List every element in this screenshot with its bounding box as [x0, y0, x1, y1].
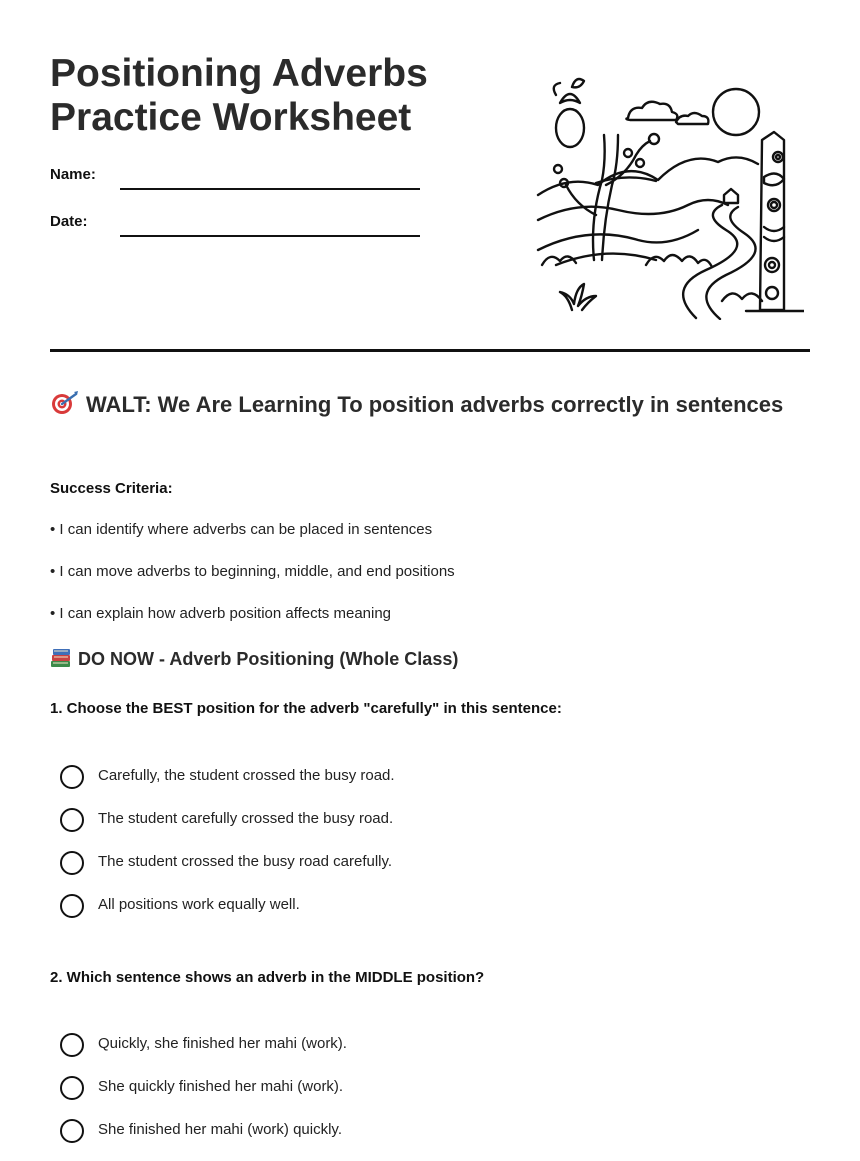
- do-now-heading: [50, 648, 458, 670]
- option-label: All positions work equally well.: [98, 896, 300, 913]
- option-label: Carefully, the student crossed the busy road.: [98, 767, 395, 784]
- radio-button[interactable]: [60, 1076, 84, 1100]
- success-criteria-item: • I can identify where adverbs can be placed in sentences: [50, 521, 433, 538]
- radio-button[interactable]: [60, 808, 84, 832]
- title-line-1: Positioning Adverbs: [50, 52, 428, 95]
- question-2-option[interactable]: [60, 1033, 660, 1059]
- header-divider: [50, 349, 810, 352]
- title-line-2: Practice Worksheet: [50, 96, 412, 139]
- question-1-prompt: 1. Choose the BEST position for the adverb "carefully" in this sentence:: [50, 700, 562, 717]
- option-label: The student carefully crossed the busy road.: [98, 810, 394, 827]
- option-label: Quickly, she finished her mahi (work).: [98, 1035, 347, 1052]
- worksheet-page: [50, 0, 810, 1138]
- name-input-line[interactable]: [120, 188, 420, 190]
- question-1-option[interactable]: [60, 808, 660, 834]
- date-input-line[interactable]: [120, 235, 420, 237]
- worksheet-header: [50, 0, 810, 352]
- date-field[interactable]: [50, 209, 420, 239]
- question-1-option[interactable]: [60, 765, 660, 791]
- success-criteria-heading: Success Criteria:: [50, 480, 173, 497]
- option-label: She finished her mahi (work) quickly.: [98, 1121, 342, 1138]
- walt-heading: [50, 386, 810, 424]
- landscape-illustration-icon: [536, 65, 804, 320]
- success-criteria-item: • I can move adverbs to beginning, middle, and end positions: [50, 563, 455, 580]
- walt-text: WALT: We Are Learning To position adverbs correctly in sentences: [86, 392, 784, 417]
- books-icon: [50, 648, 72, 668]
- option-label: She quickly finished her mahi (work).: [98, 1078, 344, 1095]
- question-2-prompt: 2. Which sentence shows an adverb in the MIDDLE position?: [50, 969, 485, 986]
- radio-button[interactable]: [60, 1119, 84, 1143]
- success-criteria-item: • I can explain how adverb position affects meaning: [50, 605, 392, 622]
- question-1-option[interactable]: [60, 851, 660, 877]
- question-1-option[interactable]: [60, 894, 660, 920]
- radio-button[interactable]: [60, 851, 84, 875]
- target-icon: [50, 391, 80, 415]
- radio-button[interactable]: [60, 765, 84, 789]
- page-title: [50, 52, 510, 140]
- date-label: Date:: [50, 213, 88, 230]
- question-2-option[interactable]: [60, 1076, 660, 1102]
- question-2-option[interactable]: [60, 1119, 660, 1145]
- do-now-text: DO NOW - Adverb Positioning (Whole Class): [78, 649, 459, 669]
- radio-button[interactable]: [60, 1033, 84, 1057]
- name-label: Name:: [50, 166, 96, 183]
- option-label: The student crossed the busy road carefully.: [98, 853, 393, 870]
- radio-button[interactable]: [60, 894, 84, 918]
- name-field[interactable]: [50, 162, 420, 192]
